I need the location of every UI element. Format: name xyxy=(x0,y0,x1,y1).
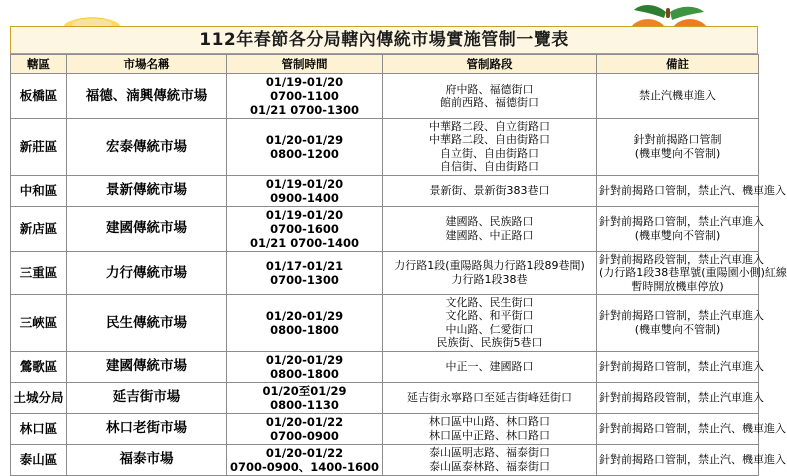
table-row xyxy=(11,382,759,413)
cell-time: 01/20-01/22 0700-0900 xyxy=(227,413,383,444)
cell-market: 建國傳統市場 xyxy=(67,206,227,251)
cell-remark: 針對前揭路段管制，禁止汽車進入 xyxy=(597,382,759,413)
column-header-remark: 備註 xyxy=(597,55,759,74)
column-header-market: 市場名稱 xyxy=(67,55,227,74)
cell-market: 延吉街市場 xyxy=(67,382,227,413)
cell-district: 三重區 xyxy=(11,251,67,294)
table-row xyxy=(11,206,759,251)
document-title-bar xyxy=(10,26,758,54)
cell-time: 01/17-01/21 0700-1300 xyxy=(227,251,383,294)
column-header-time: 管制時間 xyxy=(227,55,383,74)
cell-scope: 建國路、民族路口 建國路、中正路口 xyxy=(383,206,597,251)
cell-scope: 府中路、福德街口 館前西路、福德街口 xyxy=(383,74,597,119)
table-header-row xyxy=(11,55,759,74)
table-row xyxy=(11,351,759,382)
cell-remark: 針對前揭路口管制，禁止汽車進入 (機車雙向不管制) xyxy=(597,294,759,351)
cell-scope: 力行路1段(重陽路與力行路1段89巷間) 力行路1段38巷 xyxy=(383,251,597,294)
cell-market: 林口老街市場 xyxy=(67,413,227,444)
table-row xyxy=(11,444,759,475)
cell-market: 景新傳統市場 xyxy=(67,175,227,206)
cell-district: 三峽區 xyxy=(11,294,67,351)
cell-district: 新店區 xyxy=(11,206,67,251)
cell-remark: 針對前揭路口管制 (機車雙向不管制) xyxy=(597,119,759,176)
cell-time: 01/19-01/20 0900-1400 xyxy=(227,175,383,206)
cell-time: 01/20至01/29 0800-1130 xyxy=(227,382,383,413)
cell-district: 板橋區 xyxy=(11,74,67,119)
cell-remark: 針對前揭路口管制，禁止汽、機車進入 xyxy=(597,175,759,206)
cell-district: 土城分局 xyxy=(11,382,67,413)
cell-remark: 禁止汽機車進入 xyxy=(597,74,759,119)
cell-time: 01/19-01/20 0700-1100 01/21 0700-1300 xyxy=(227,74,383,119)
cell-district: 泰山區 xyxy=(11,444,67,475)
cell-district: 新莊區 xyxy=(11,119,67,176)
column-header-scope: 管制路段 xyxy=(383,55,597,74)
market-control-table xyxy=(10,54,787,476)
cell-remark: 針對前揭路口管制，禁止汽車進入 xyxy=(597,351,759,382)
page-title: 112年春節各分局轄內傳統市場實施管制一覽表 xyxy=(199,29,569,50)
cell-remark: 針對前揭路口管制，禁止汽、機車進入 xyxy=(597,413,759,444)
table-row xyxy=(11,74,759,119)
cell-district: 鶯歌區 xyxy=(11,351,67,382)
cell-market: 力行傳統市場 xyxy=(67,251,227,294)
cell-market: 宏泰傳統市場 xyxy=(67,119,227,176)
cell-time: 01/20-01/29 0800-1800 xyxy=(227,294,383,351)
cell-market: 福德、湳興傳統市場 xyxy=(67,74,227,119)
table-row xyxy=(11,294,759,351)
cell-remark: 針對前揭路口管制，禁止汽車進入 (機車雙向不管制) xyxy=(597,206,759,251)
table-body xyxy=(11,74,787,476)
table-header xyxy=(11,55,759,74)
cell-remark: 針對前揭路口管制，禁止汽、機車進入 xyxy=(597,444,759,475)
cell-scope: 中華路二段、自立街路口 中華路二段、自由街路口 自立街、自由街路口 自信街、自由街路口 xyxy=(383,119,597,176)
cell-market: 福泰市場 xyxy=(67,444,227,475)
cell-scope: 景新街、景新街383巷口 xyxy=(383,175,597,206)
cell-time: 01/19-01/20 0700-1600 01/21 0700-1400 xyxy=(227,206,383,251)
cell-scope: 延吉街永寧路口至延吉街峰廷街口 xyxy=(383,382,597,413)
table-row xyxy=(11,251,759,294)
table-row xyxy=(11,119,759,176)
cell-scope: 泰山區明志路、福泰街口 泰山區泰林路、福泰街口 xyxy=(383,444,597,475)
cell-district: 林口區 xyxy=(11,413,67,444)
cell-scope: 中正一、建國路口 xyxy=(383,351,597,382)
cell-time: 01/20-01/29 0800-1200 xyxy=(227,119,383,176)
cell-scope: 林口區中山路、林口路口 林口區中正路、林口路口 xyxy=(383,413,597,444)
cell-market: 建國傳統市場 xyxy=(67,351,227,382)
cell-remark: 針對前揭路段管制，禁止汽車進入 (力行路1段38巷單號(重陽園小側)紅線 暫時開放機車停放) xyxy=(597,251,759,294)
cell-time: 01/20-01/22 0700-0900、1400-1600 xyxy=(227,444,383,475)
table-row xyxy=(11,413,759,444)
column-header-district: 轄區 xyxy=(11,55,67,74)
table-row xyxy=(11,175,759,206)
cell-scope: 文化路、民生街口 文化路、和平街口 中山路、仁愛街口 民族街、民族街5巷口 xyxy=(383,294,597,351)
cell-time: 01/20-01/29 0800-1800 xyxy=(227,351,383,382)
cell-market: 民生傳統市場 xyxy=(67,294,227,351)
cell-district: 中和區 xyxy=(11,175,67,206)
